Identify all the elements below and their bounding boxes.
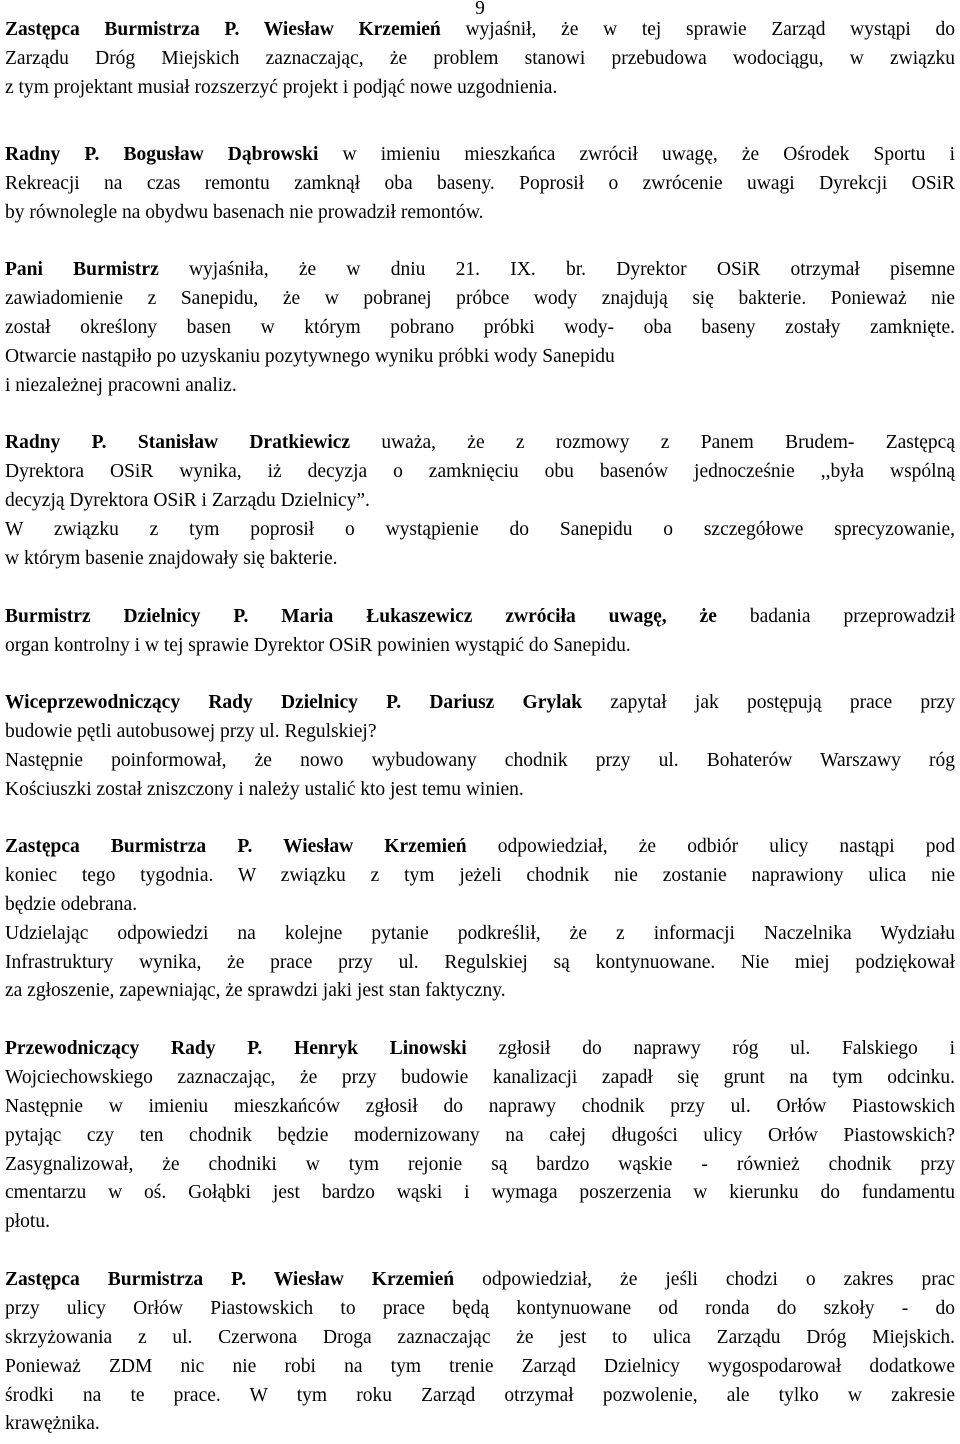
text-run: Rekreacji na czas remontu zamknął oba baseny. Poprosił o zwrócenie uwagi Dyrekcji OSiR	[5, 172, 955, 194]
page-number: 9	[475, 0, 485, 19]
text-line	[5, 1063, 955, 1092]
text-line	[5, 198, 955, 227]
text-run: by równolegle na obydwu basenach nie prowadził remontów.	[5, 201, 484, 223]
speaker-name: Zastępca Burmistrza P. Wiesław Krzemień	[5, 836, 467, 857]
paragraph	[5, 428, 955, 572]
speaker-name: Burmistrz Dzielnicy P. Maria Łukaszewicz zwróciła uwagę, że	[5, 606, 717, 627]
text-run: zgłosił do naprawy róg ul. Falskiego i	[466, 1038, 955, 1059]
text-run: zapytał jak postępują prace przy	[582, 692, 955, 713]
text-run: zawiadomienie z Sanepidu, że w pobranej próbce wody znajdują się bakterie. Ponieważ nie	[5, 287, 955, 309]
text-run: pytając czy ten chodnik będzie modernizowany na całej długości ulicy Orłów Piastowskich?	[5, 1124, 955, 1146]
text-run: Następnie poinformował, że nowo wybudowany chodnik przy ul. Bohaterów Warszawy róg	[5, 749, 955, 771]
text-run: wyjaśnił, że w tej sprawie Zarząd wystąpi do	[440, 19, 955, 40]
paragraph	[5, 1034, 955, 1236]
text-run: organ kontrolny i w tej sprawie Dyrektor OSiR powinien wystąpić do Sanepidu.	[5, 634, 631, 656]
text-run: za zgłoszenie, zapewniając, że sprawdzi jaki jest stan faktyczny.	[5, 980, 506, 1002]
paragraph	[5, 688, 955, 804]
text-run: wyjaśniła, że w dniu 21. IX. br. Dyrektor OSiR otrzymał pisemne	[158, 259, 955, 280]
text-line	[5, 457, 955, 486]
text-line	[5, 73, 955, 102]
text-run: decyzją Dyrektora OSiR i Zarządu Dzielnicy”.	[5, 489, 370, 511]
text-run: krawężnika.	[5, 1413, 100, 1435]
text-run: i niezależnej pracowni analiz.	[5, 374, 237, 396]
text-line	[5, 486, 955, 515]
text-line	[5, 602, 955, 631]
text-run: budowie pętli autobusowej przy ul. Regulskiej?	[5, 720, 377, 742]
text-run: Kościuszki został zniszczony i należy ustalić kto jest temu winien.	[5, 778, 524, 800]
text-run: badania przeprowadził	[716, 606, 955, 627]
text-run: Udzielając odpowiedzi na kolejne pytanie podkreślił, że z informacji Naczelnika Wydziału	[5, 922, 955, 944]
speaker-name: Zastępca Burmistrza P. Wiesław Krzemień	[5, 19, 441, 40]
text-line	[5, 1265, 955, 1294]
text-run: środki na te prace. W tym roku Zarząd otrzymał pozwolenie, ale tylko w zakresie	[5, 1384, 955, 1406]
paragraph	[5, 140, 955, 227]
text-line	[5, 1409, 955, 1438]
text-run: W związku z tym poprosił o wystąpienie do Sanepidu o szczegółowe sprecyzowanie,	[5, 518, 955, 540]
text-line	[5, 1352, 955, 1381]
text-line	[5, 1323, 955, 1352]
text-run: z tym projektant musiał rozszerzyć projekt i podjąć nowe uzgodnienia.	[5, 76, 558, 98]
text-line	[5, 1207, 955, 1236]
text-run: płotu.	[5, 1211, 50, 1233]
text-line	[5, 631, 955, 660]
paragraph	[5, 1265, 955, 1438]
text-line	[5, 688, 955, 717]
text-run: przy ulicy Orłów Piastowskich to prace będą kontynuowane od ronda do szkoły - do	[5, 1297, 955, 1319]
text-line	[5, 515, 955, 544]
text-run: cmentarzu w oś. Gołąbki jest bardzo wąski i wymaga poszerzenia w kierunku do fundamentu	[5, 1182, 955, 1204]
text-line	[5, 255, 955, 284]
text-line	[5, 919, 955, 948]
text-line	[5, 15, 955, 44]
text-run: w imieniu mieszkańca zwrócił uwagę, że Ośrodek Sportu i	[318, 144, 956, 165]
text-run: Otwarcie nastąpiło po uzyskaniu pozytywnego wyniku próbki wody Sanepidu	[5, 345, 615, 367]
text-line	[5, 861, 955, 890]
text-line	[5, 428, 955, 457]
text-run: Ponieważ ZDM nic nie robi na tym trenie Zarząd Dzielnicy wygospodarował dodatkowe	[5, 1355, 955, 1377]
speaker-name: Przewodniczący Rady P. Henryk Linowski	[5, 1038, 467, 1059]
text-run: Następnie w imieniu mieszkańców zgłosił do naprawy chodnik przy ul. Orłów Piastowskich	[5, 1095, 955, 1117]
text-line	[5, 1381, 955, 1410]
text-line	[5, 890, 955, 919]
text-line	[5, 169, 955, 198]
text-line	[5, 948, 955, 977]
text-line	[5, 1294, 955, 1323]
text-line	[5, 544, 955, 573]
text-run: Wojciechowskiego zaznaczając, że przy budowie kanalizacji zapadł się grunt na tym odcinku.	[5, 1066, 955, 1088]
text-line	[5, 140, 955, 169]
text-run: uważa, że z rozmowy z Panem Brudem- Zastępcą	[350, 432, 955, 453]
text-run: skrzyżowania z ul. Czerwona Droga zaznaczając że jest to ulica Zarządu Dróg Miejskich.	[5, 1326, 955, 1348]
speaker-name: Wiceprzewodniczący Rady Dzielnicy P. Dariusz Grylak	[5, 692, 583, 713]
text-line	[5, 313, 955, 342]
text-run: został określony basen w którym pobrano próbki wody- oba baseny zostały zamknięte.	[5, 316, 955, 338]
text-line	[5, 746, 955, 775]
text-run: Zasygnalizował, że chodniki w tym rejonie są bardzo wąskie - również chodnik przy	[5, 1153, 955, 1175]
text-run: odpowiedział, że odbiór ulicy nastąpi pod	[466, 836, 955, 857]
text-run: w którym basenie znajdowały się bakterie.	[5, 547, 338, 569]
text-run: będzie odebrana.	[5, 893, 138, 915]
paragraph	[5, 15, 955, 102]
text-run: Zarządu Dróg Miejskich zaznaczając, że problem stanowi przebudowa wodociągu, w związku	[5, 47, 955, 69]
text-line	[5, 371, 955, 400]
text-line	[5, 1121, 955, 1150]
text-line	[5, 1178, 955, 1207]
text-run: Infrastruktury wynika, że prace przy ul. Regulskiej są kontynuowane. Nie miej podziękował	[5, 951, 955, 973]
text-line	[5, 342, 955, 371]
text-run: odpowiedział, że jeśli chodzi o zakres prac	[454, 1269, 956, 1290]
speaker-name: Zastępca Burmistrza P. Wiesław Krzemień	[5, 1269, 455, 1290]
text-run: koniec tego tygodnia. W związku z tym jeżeli chodnik nie zostanie naprawiony ulica nie	[5, 864, 955, 886]
paragraph	[5, 832, 955, 1005]
text-line	[5, 775, 955, 804]
text-line	[5, 284, 955, 313]
speaker-name: Pani Burmistrz	[5, 259, 159, 280]
text-line	[5, 1092, 955, 1121]
text-line	[5, 976, 955, 1005]
text-line	[5, 1034, 955, 1063]
paragraph	[5, 255, 955, 399]
text-line	[5, 717, 955, 746]
text-run: Dyrektora OSiR wynika, iż decyzja o zamknięciu obu basenów jednocześnie ,,była wspólną	[5, 460, 955, 482]
text-line	[5, 1150, 955, 1179]
speaker-name: Radny P. Bogusław Dąbrowski	[5, 144, 319, 165]
text-line	[5, 832, 955, 861]
paragraph	[5, 602, 955, 660]
speaker-name: Radny P. Stanisław Dratkiewicz	[5, 432, 351, 453]
text-line	[5, 44, 955, 73]
